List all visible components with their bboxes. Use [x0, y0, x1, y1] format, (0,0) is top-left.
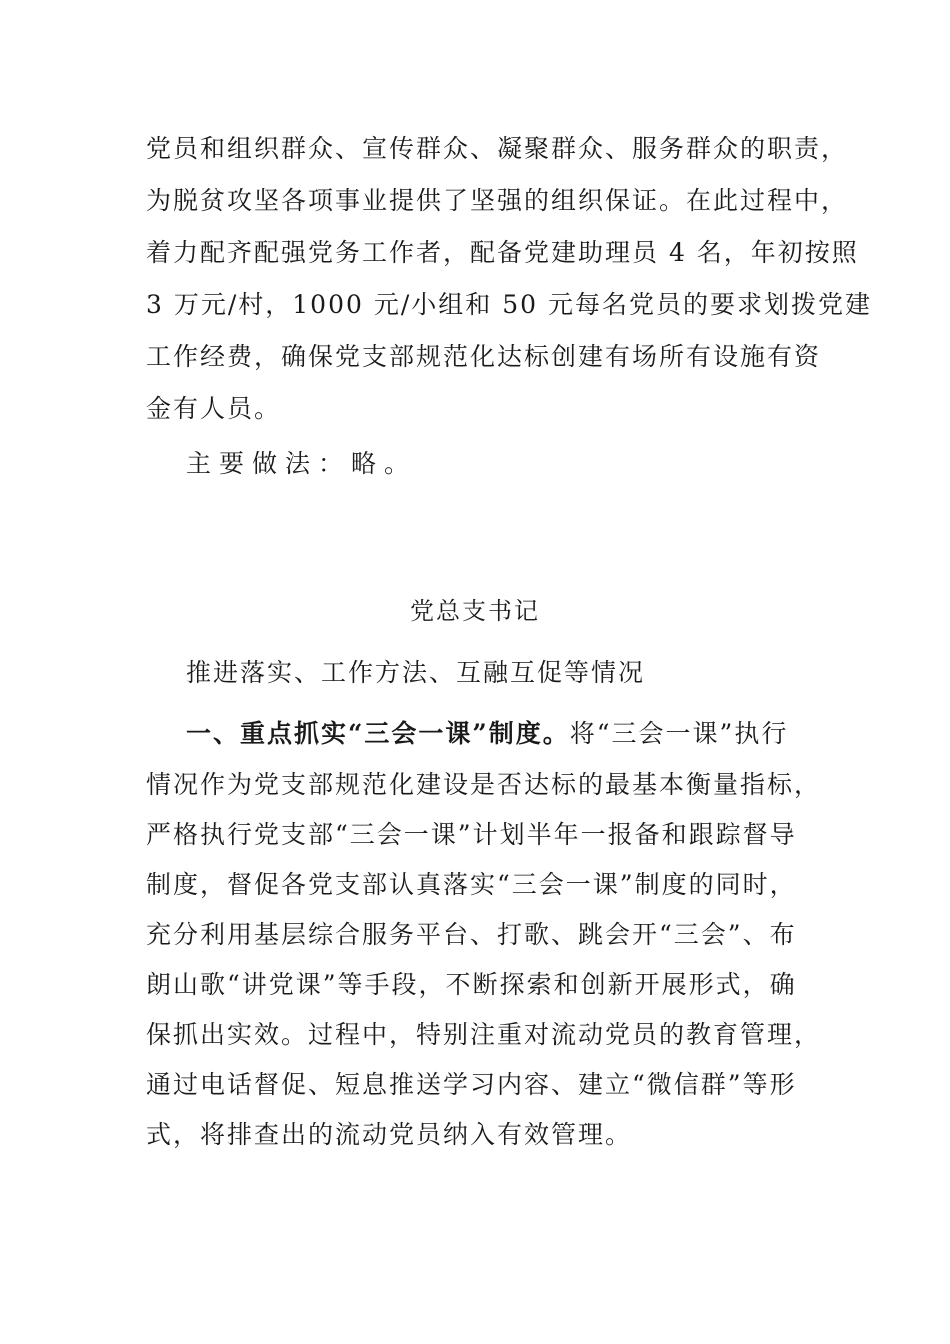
paragraph-line: 党员和组织群众、宣传群众、凝聚群众、服务群众的职责，: [146, 134, 849, 163]
paragraph-line: 为脱贫攻坚各项事业提供了坚强的组织保证。在此过程中，: [146, 186, 849, 215]
item1-first-line: [186, 717, 788, 751]
paragraph-line: 式，将排查出的流动党员纳入有效管理。: [146, 1120, 633, 1149]
paragraph-line: 金有人员。: [146, 394, 282, 423]
item1-first-line-rest: 将“三会一课”执行: [569, 719, 789, 748]
item1-heading: 一、重点抓实“三会一课”制度。: [186, 719, 570, 748]
subtitle: 推进落实、工作方法、互融互促等情况: [186, 658, 646, 687]
paragraph-line: 工作经费，确保党支部规范化达标创建有场所有设施有资: [146, 342, 822, 371]
paragraph-line: 着力配齐配强党务工作者，配备党建助理员 4 名，年初按照: [146, 238, 859, 267]
section-title: 党总支书记: [410, 597, 540, 625]
main-methods-text: 主要做法：略。: [186, 449, 418, 478]
paragraph-line: 充分利用基层综合服务平台、打歌、跳会开“三会”、布: [146, 920, 797, 949]
paragraph-line: 情况作为党支部规范化建设是否达标的最基本衡量指标，: [146, 770, 822, 799]
paragraph-line: 制度，督促各党支部认真落实“三会一课”制度的同时，: [146, 870, 797, 899]
paragraph-line: 严格执行党支部“三会一课”计划半年一报备和跟踪督导: [146, 820, 797, 849]
paragraph-line: 保抓出实效。过程中，特别注重对流动党员的教育管理，: [146, 1020, 822, 1049]
paragraph-line: 3 万元/村，1000 元/小组和 50 元每名党员的要求划拨党建: [146, 290, 872, 319]
paragraph-line: 朗山歌“讲党课”等手段，不断探索和创新开展形式，确: [146, 970, 797, 999]
paragraph-line: 通过电话督促、短息推送学习内容、建立“微信群”等形: [146, 1070, 797, 1099]
